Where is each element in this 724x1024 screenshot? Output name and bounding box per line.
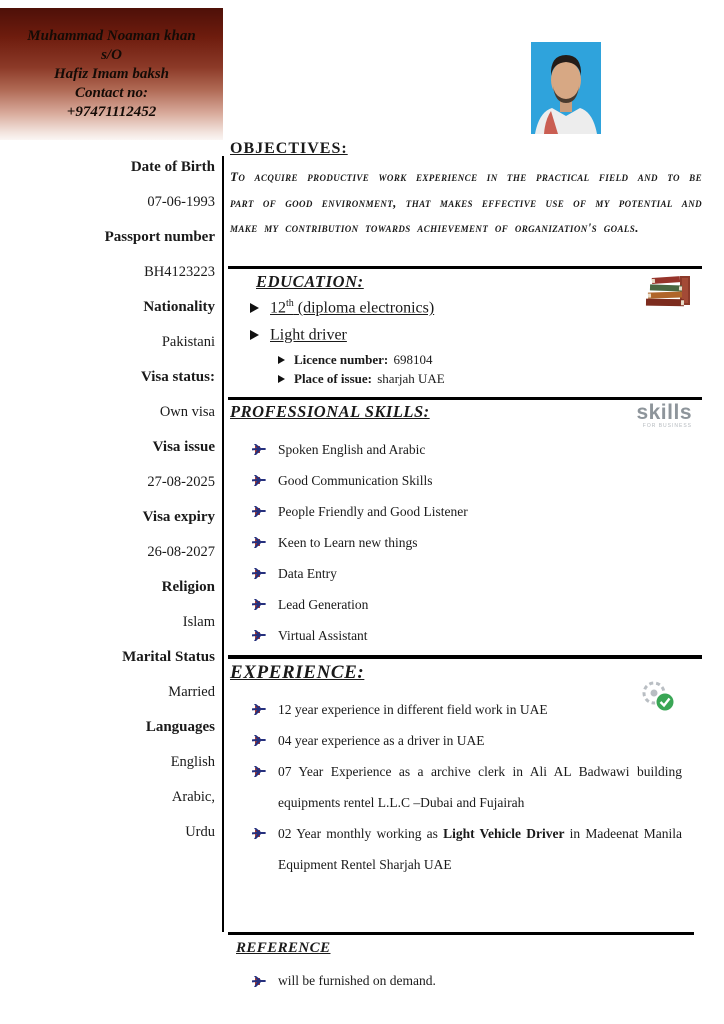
contact-number: +97471112452 <box>66 103 157 120</box>
skill-item <box>230 496 702 527</box>
sidebar-field-value: BH4123223 <box>144 264 215 280</box>
skill-item-text: Keen to Learn new things <box>278 534 418 550</box>
sidebar-field-label: Visa status: <box>140 369 215 385</box>
skills-heading: PROFESSIONAL SKILLS: <box>230 402 430 421</box>
sidebar-field <box>0 290 215 360</box>
experience-item-text: 02 Year monthly working as Light Vehicle Driver in Madeenat Manila Equipment Rentel Sharjah UAE <box>278 826 682 872</box>
plane-bullet-icon <box>252 629 267 642</box>
skill-item <box>230 620 702 651</box>
personal-details-sidebar <box>0 150 215 850</box>
arrow-bullet-icon <box>250 303 259 313</box>
relation-label: s/O <box>101 46 122 63</box>
plane-bullet-icon <box>252 474 267 487</box>
reference-note <box>230 971 702 991</box>
plane-bullet-icon <box>252 975 267 988</box>
arrow-bullet-icon <box>250 330 259 340</box>
education-item-text: 12th (diploma electronics) <box>270 298 435 317</box>
skills-section <box>230 402 702 651</box>
skill-item-text: Data Entry <box>278 565 337 581</box>
experience-item-text: 07 Year Experience as a archive clerk in Ali AL Badwawi building equipments rentel L.L.C –Dubai and Fujairah <box>278 764 682 810</box>
sidebar-field <box>0 150 215 220</box>
section-divider <box>228 655 702 659</box>
objectives-heading: OBJECTIVES: <box>230 140 348 157</box>
experience-item <box>230 694 702 725</box>
section-divider <box>228 266 702 269</box>
reference-note-text: will be furnished on demand. <box>278 973 436 988</box>
sidebar-field <box>0 360 215 430</box>
sidebar-field-label: Marital Status <box>122 649 215 665</box>
skills-logo-text: skills <box>636 401 692 424</box>
skill-item-text: Good Communication Skills <box>278 472 433 488</box>
education-detail-item <box>278 350 702 369</box>
education-detail-text: Place of issue: sharjah UAE <box>294 370 445 386</box>
skill-item <box>230 465 702 496</box>
sidebar-field-label: Visa issue <box>152 439 215 455</box>
section-divider <box>228 397 702 400</box>
experience-heading: EXPERIENCE: <box>230 662 365 683</box>
verified-check-icon <box>640 680 676 719</box>
sidebar-field-value: Pakistani <box>161 334 215 350</box>
experience-section <box>230 662 702 880</box>
skill-item-text: Spoken English and Arabic <box>278 441 426 457</box>
skill-item <box>230 589 702 620</box>
education-detail-text: Licence number: 698104 <box>294 351 433 367</box>
plane-bullet-icon <box>252 536 267 549</box>
books-icon <box>642 274 694 315</box>
skill-item-text: Virtual Assistant <box>278 627 368 643</box>
sidebar-field-value: English <box>170 754 215 770</box>
sidebar-field-label: Visa expiry <box>142 509 215 525</box>
experience-item-text: 12 year experience in different field work in UAE <box>278 702 548 717</box>
experience-item <box>230 725 702 756</box>
skill-item <box>230 434 702 465</box>
plane-bullet-icon <box>252 567 267 580</box>
skill-item <box>230 527 702 558</box>
sidebar-field <box>0 220 215 290</box>
objectives-text: To acquire productive work experience in the practical field and to be part of good environment, that makes effective use of my potential and make my contribution towards achievement of organization's goals. <box>230 169 702 235</box>
sidebar-field-label: Passport number <box>104 229 215 245</box>
profile-photo <box>531 42 601 134</box>
reference-heading: REFERENCE <box>236 940 331 956</box>
experience-item <box>230 818 702 880</box>
sidebar-field-value: Own visa <box>159 404 215 420</box>
sidebar-field <box>0 710 215 850</box>
sidebar-field-label: Nationality <box>143 299 215 315</box>
name-header <box>0 8 223 140</box>
sidebar-field <box>0 640 215 710</box>
experience-item <box>230 756 702 818</box>
plane-bullet-icon <box>252 827 267 840</box>
sidebar-field-value: 07-06-1993 <box>147 194 215 210</box>
sidebar-field-value: Arabic, <box>171 789 215 805</box>
sidebar-field-label: Date of Birth <box>130 159 215 175</box>
sidebar-field-value: Urdu <box>185 824 215 840</box>
father-name: Hafiz Imam baksh <box>53 65 170 82</box>
education-heading: EDUCATION: <box>256 272 364 291</box>
arrow-bullet-icon <box>278 356 285 364</box>
contact-label: Contact no: <box>75 84 148 101</box>
plane-bullet-icon <box>252 598 267 611</box>
sidebar-field-value: 26-08-2027 <box>147 544 215 560</box>
candidate-name: Muhammad Noaman khan <box>27 27 196 44</box>
plane-bullet-icon <box>252 443 267 456</box>
sidebar-field-value: Islam <box>182 614 215 630</box>
plane-bullet-icon <box>252 505 267 518</box>
skill-item-text: Lead Generation <box>278 596 369 612</box>
sidebar-field-label: Religion <box>161 579 215 595</box>
skills-logo-caption: FOR BUSINESS <box>642 423 692 429</box>
experience-item-text: 04 year experience as a driver in UAE <box>278 733 485 748</box>
skills-logo <box>636 402 692 429</box>
plane-bullet-icon <box>252 765 267 778</box>
reference-section <box>230 940 702 991</box>
sidebar-field <box>0 570 215 640</box>
education-detail-item <box>278 369 702 388</box>
section-divider <box>228 932 694 935</box>
plane-bullet-icon <box>252 734 267 747</box>
sidebar-field <box>0 500 215 570</box>
skill-item <box>230 558 702 589</box>
sidebar-field <box>0 430 215 500</box>
objectives-section <box>230 140 702 241</box>
sidebar-field-label: Languages <box>145 719 215 735</box>
vertical-divider <box>222 156 224 932</box>
education-item <box>230 296 702 320</box>
education-item-text: Light driver <box>270 326 347 344</box>
education-item <box>230 323 702 347</box>
skill-item-text: People Friendly and Good Listener <box>278 503 468 519</box>
plane-bullet-icon <box>252 703 267 716</box>
sidebar-field-value: Married <box>168 684 215 700</box>
education-section <box>230 272 702 388</box>
arrow-bullet-icon <box>278 375 285 383</box>
sidebar-field-value: 27-08-2025 <box>147 474 215 490</box>
